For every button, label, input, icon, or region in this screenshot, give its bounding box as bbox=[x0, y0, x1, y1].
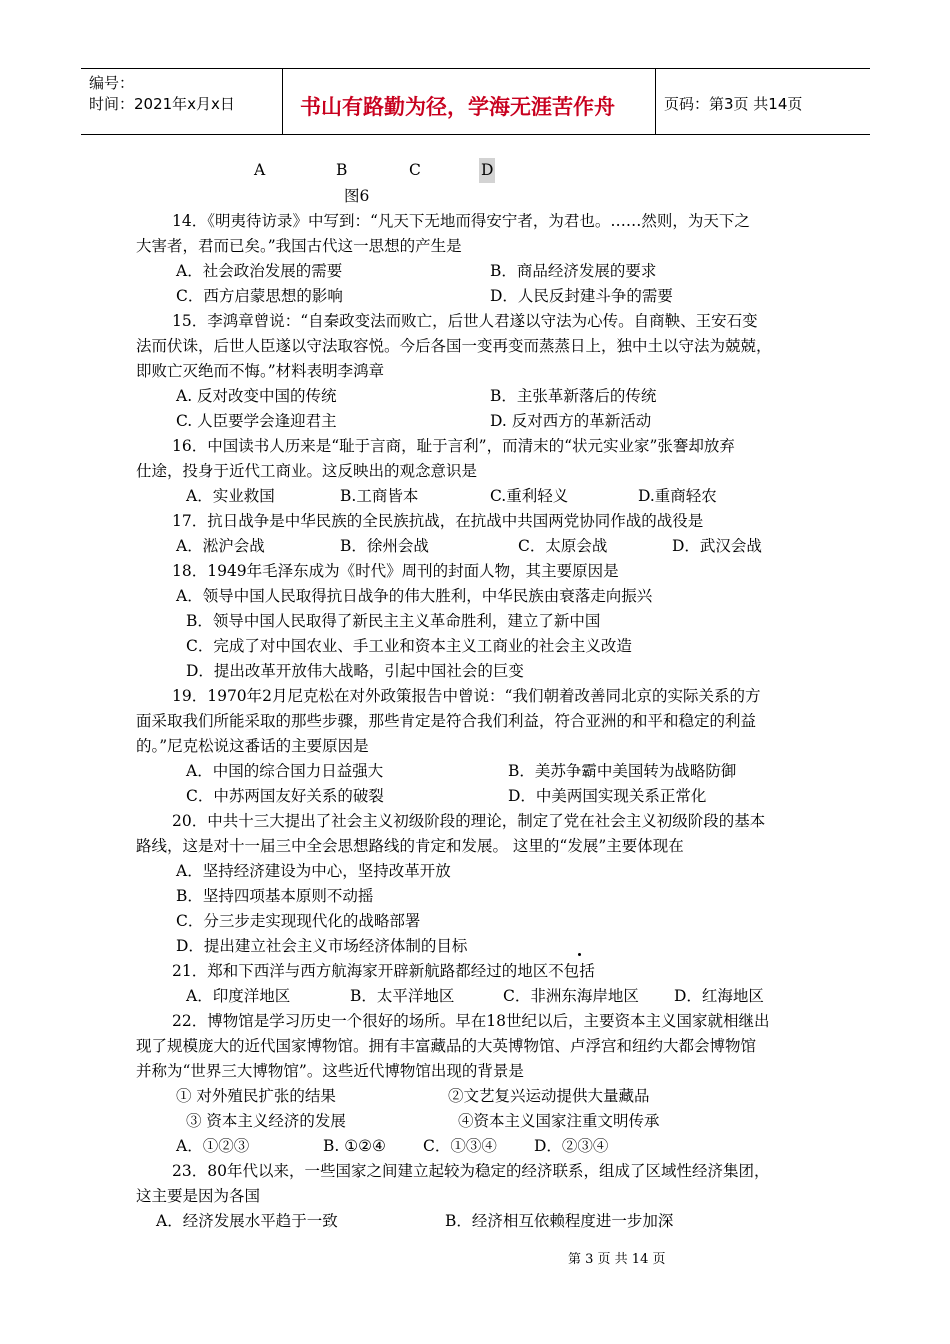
option-d: D. 反对西方的革新活动 bbox=[490, 412, 652, 430]
option-b: B．太平洋地区 bbox=[350, 987, 455, 1005]
option-a: A．淞沪会战 bbox=[176, 537, 265, 555]
option-b: B. ①②④ bbox=[323, 1137, 386, 1155]
option-c: C．分三步走实现现代化的战略部署 bbox=[176, 912, 421, 930]
option-b: B．徐州会战 bbox=[340, 537, 429, 555]
option-c: C.重利轻义 bbox=[490, 487, 569, 505]
page-indicator: 页码：第3页 共14页 bbox=[664, 95, 803, 113]
statement-1: ① 对外殖民扩张的结果 bbox=[176, 1087, 336, 1105]
option-b: B．坚持四项基本原则不动摇 bbox=[176, 887, 374, 905]
date-label: 时间：2021年x月x日 bbox=[89, 95, 235, 113]
statement-3: ③ 资本主义经济的发展 bbox=[186, 1112, 346, 1130]
question-stem: 即败亡灭绝而不悔。”材料表明李鸿章 bbox=[136, 362, 385, 380]
option-a: A．中国的综合国力日益强大 bbox=[186, 762, 384, 780]
question-stem: 19．1970年2月尼克松在对外政策报告中曾说：“我们朝着改善同北京的实际关系的方 bbox=[172, 687, 761, 705]
question-stem: 面采取我们所能采取的那些步骤，那些肯定是符合我们利益，符合亚洲的和平和稳定的利益 bbox=[136, 712, 757, 730]
option-c: C．完成了对中国农业、手工业和资本主义工商业的社会主义改造 bbox=[186, 637, 632, 655]
figure-option-a: A bbox=[254, 161, 266, 179]
figure-caption: 图6 bbox=[344, 187, 370, 205]
option-d: D.重商轻农 bbox=[638, 487, 717, 505]
question-stem: 这主要是因为各国 bbox=[136, 1187, 261, 1205]
option-a: A．社会政治发展的需要 bbox=[176, 262, 343, 280]
option-a: A．实业救国 bbox=[186, 487, 275, 505]
serial-label: 编号： bbox=[89, 74, 135, 92]
statement-4: ④资本主义国家注重文明传承 bbox=[458, 1112, 660, 1130]
figure-option-c: C bbox=[409, 161, 421, 179]
option-c: C．中苏两国友好关系的破裂 bbox=[186, 787, 384, 805]
option-a: A．领导中国人民取得抗日战争的伟大胜利，中华民族由衰落走向振兴 bbox=[176, 587, 653, 605]
option-b: B．主张革新落后的传统 bbox=[490, 387, 657, 405]
option-c: C. 人臣要学会逢迎君主 bbox=[176, 412, 337, 430]
option-b: B．领导中国人民取得了新民主主义革命胜利，建立了新中国 bbox=[186, 612, 601, 630]
option-c: C．非洲东海岸地区 bbox=[503, 987, 639, 1005]
question-stem: 21．郑和下西洋与西方航海家开辟新航路都经过的地区不包括 bbox=[172, 962, 595, 980]
question-stem: 17．抗日战争是中华民族的全民族抗战，在抗战中共国两党协同作战的战役是 bbox=[172, 512, 704, 530]
option-a: A. 反对改变中国的传统 bbox=[176, 387, 337, 405]
option-d: D．中美两国实现关系正常化 bbox=[508, 787, 707, 805]
option-d: D．人民反封建斗争的需要 bbox=[490, 287, 673, 305]
figure-option-b: B bbox=[336, 161, 348, 179]
page-footer: 第 3 页 共 14 页 bbox=[568, 1252, 666, 1267]
option-d: D．②③④ bbox=[534, 1137, 609, 1155]
option-d: D．红海地区 bbox=[674, 987, 764, 1005]
option-c: C．①③④ bbox=[423, 1137, 497, 1155]
question-stem: 并称为“世界三大博物馆”。这些近代博物馆出现的背景是 bbox=[136, 1062, 524, 1080]
header-motto: 书山有路勤为径，学海无涯苦作舟 bbox=[300, 95, 615, 119]
question-stem: 16．中国读书人历来是“耻于言商，耻于言利”，而清末的“状元实业家”张謇却放弃 bbox=[172, 437, 735, 455]
question-stem: 法而伏诛，后世人臣遂以守法取容悦。今后各国一变再变而蒸蒸日上，独中土以守法为兢兢， bbox=[136, 337, 772, 355]
question-stem: 18．1949年毛泽东成为《时代》周刊的封面人物，其主要原因是 bbox=[172, 562, 619, 580]
option-a: A．印度洋地区 bbox=[186, 987, 291, 1005]
question-stem: 22．博物馆是学习历史一个很好的场所。早在18世纪以后，主要资本主义国家就相继出 bbox=[172, 1012, 770, 1030]
option-d: D．武汉会战 bbox=[672, 537, 762, 555]
option-a: A．坚持经济建设为中心，坚持改革开放 bbox=[176, 862, 451, 880]
statement-2: ②文艺复兴运动提供大量藏品 bbox=[448, 1087, 650, 1105]
option-d: D．提出建立社会主义市场经济体制的目标 bbox=[176, 937, 468, 955]
option-c: C．西方启蒙思想的影响 bbox=[176, 287, 343, 305]
option-b: B．商品经济发展的要求 bbox=[490, 262, 657, 280]
option-a: A．①②③ bbox=[176, 1137, 250, 1155]
question-stem: 的。”尼克松说这番话的主要原因是 bbox=[136, 737, 369, 755]
option-a: A．经济发展水平趋于一致 bbox=[156, 1212, 338, 1230]
option-b: B.工商皆本 bbox=[340, 487, 419, 505]
option-c: C．太原会战 bbox=[518, 537, 608, 555]
option-d: D．提出改革开放伟大战略，引起中国社会的巨变 bbox=[186, 662, 524, 680]
question-stem: 15．李鸿章曾说：“自秦政变法而败亡，后世人君遂以守法为心传。自商鞅、王安石变 bbox=[172, 312, 758, 330]
question-stem: 现了规模庞大的近代国家博物馆。拥有丰富藏品的大英博物馆、卢浮宫和纽约大都会博物馆 bbox=[136, 1037, 757, 1055]
question-stem: 路线，这是对十一届三中全会思想路线的肯定和发展。 这里的“发展”主要体现在 bbox=[136, 837, 684, 855]
question-stem: 14．《明夷待访录》中写到：“凡天下无地而得安宁者，为君也。……然则，为天下之 bbox=[172, 212, 750, 230]
option-b: B．经济相互依赖程度进一步加深 bbox=[445, 1212, 674, 1230]
emphasis-dot bbox=[578, 953, 581, 956]
question-stem: 大害者，君而已矣。”我国古代这一思想的产生是 bbox=[136, 237, 462, 255]
option-b: B．美苏争霸中美国转为战略防御 bbox=[508, 762, 737, 780]
question-stem: 20．中共十三大提出了社会主义初级阶段的理论，制定了党在社会主义初级阶段的基本 bbox=[172, 812, 766, 830]
figure-option-d: D bbox=[479, 158, 495, 183]
question-stem: 23．80年代以来，一些国家之间建立起较为稳定的经济联系，组成了区域性经济集团， bbox=[172, 1162, 770, 1180]
question-stem: 仕途，投身于近代工商业。这反映出的观念意识是 bbox=[136, 462, 478, 480]
